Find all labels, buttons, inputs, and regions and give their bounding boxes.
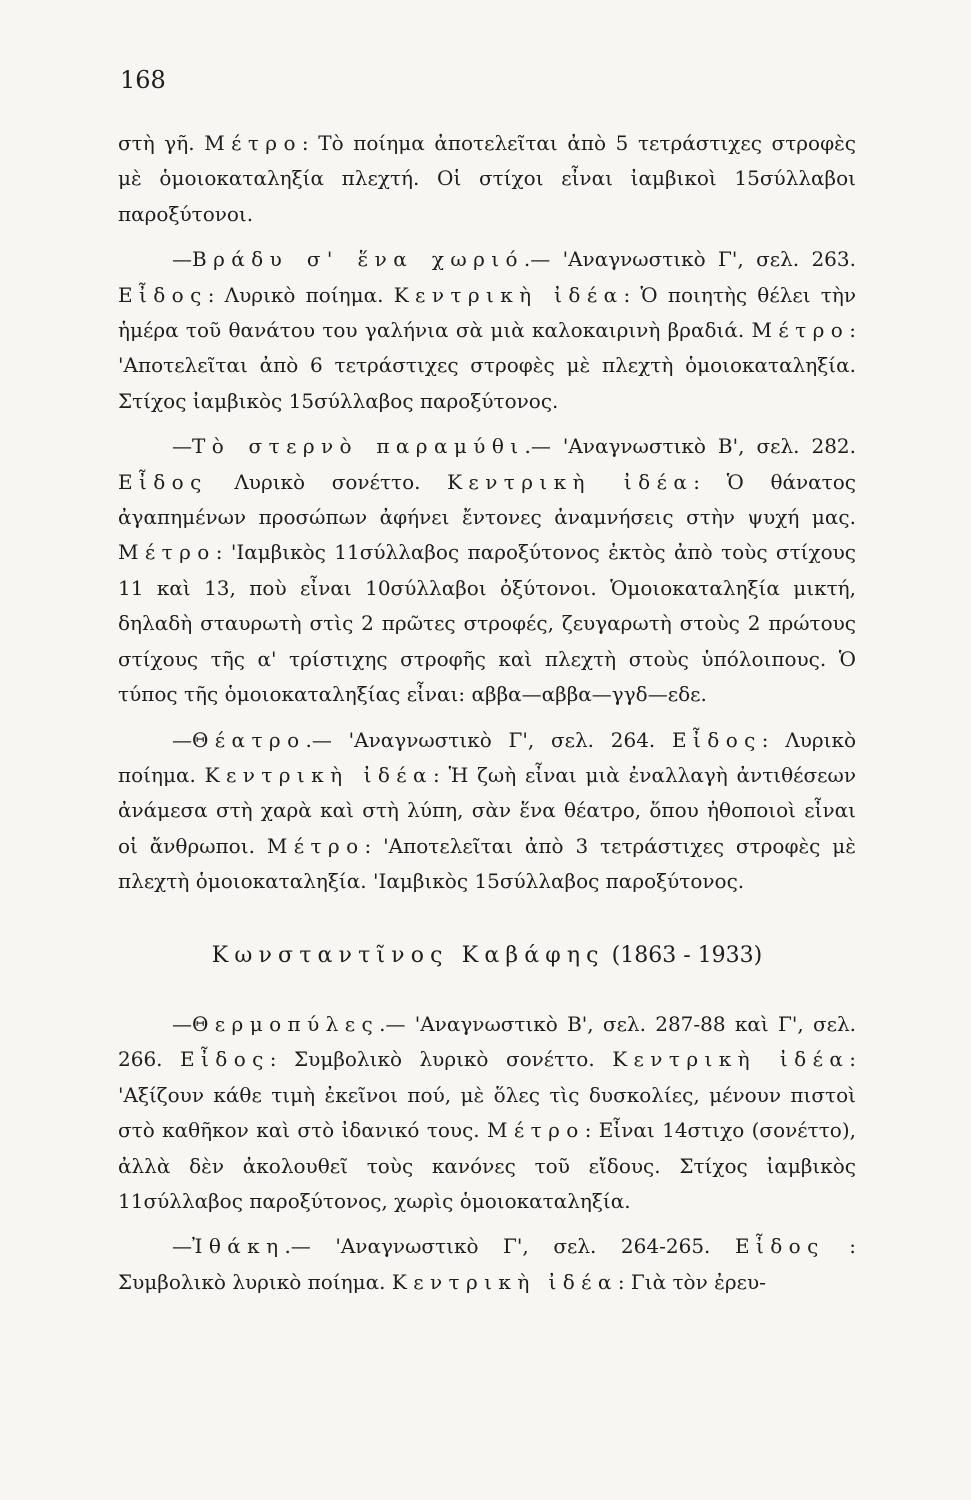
- poem-entry-theatro: —Θέατρο.— 'Αναγνωστικὸ Γ', σελ. 264. Εἶδος: Λυρικὸ ποίημα. Κεντρικὴ ἰδέα: Ἡ ζωὴ εἶναι μιὰ ἐναλλαγὴ ἀντιθέσεων ἀνάμεσα στὴ χαρὰ καὶ στὴ λύπη, σὰν ἕνα θέατρο, ὅπου ἠθοποιοὶ εἶναι οἱ ἄνθρωποι. Μέτρο: 'Αποτελεῖται ἀπὸ 3 τετράστιχες στροφὲς μὲ πλεχτὴ ὁμοιοκαταληξία. 'Ιαμβικὸς 15σύλλαβος παροξύτονος.: [118, 727, 856, 894]
- idea-text: : Ὁ θάνατος ἀγαπημένων προσώπων ἀφήνει ἔντονες ἀναμνήσεις στὴν ψυχή μας.: [118, 469, 856, 530]
- page-number: 168: [120, 66, 166, 94]
- entry-text: στὴ γῆ.: [118, 131, 205, 155]
- poem-source: .— 'Αναγνωστικὸ Β', σελ. 282.: [524, 434, 856, 459]
- poem-title: Θέατρο: [192, 727, 306, 752]
- poem-entry-stern-paramythi: —Τὸ στερνὸ παραμύθι.— 'Αναγνωστικὸ Β', σελ. 282. Εἶδος Λυρικὸ σονέττο. Κεντρικὴ ἰδέα: Ὁ θάνατος ἀγαπημένων προσώπων ἀφήνει ἔντονες ἀναμνήσεις στὴν ψυχή μας. Μέτρο: 'Ιαμβικὸς 11σύλλαβος παροξύτονος ἐκτὸς ἀπὸ τοὺς στίχους 11 καὶ 13, ποὺ εἶναι 10σύλλαβοι ὀξύτονοι. Ὁμοιοκαταληξία μικτή, δηλαδὴ σταυρωτὴ στὶς 2 πρῶτες στροφές, ζευγαρωτὴ στοὺς 2 πρώτους στίχους τῆς α' τρίστιχης στροφῆς καὶ πλεχτὴ στοὺς ὑπόλοιπους. Ὁ τύπος τῆς ὁμοιοκαταληξίας εἶναι: αββα—αββα—γγδ—εδε.: [118, 434, 856, 707]
- label-idea: Κεντρικὴ ἰδέα: [204, 762, 433, 787]
- poem-title: Τὸ στερνὸ παραμύθι: [192, 434, 525, 459]
- poem-title: Θερμοπύλες: [192, 1011, 380, 1036]
- label-metro: Μέτρο: [751, 318, 850, 343]
- idea-text: : 'Αξίζουν κάθε τιμὴ ἐκεῖνοι πού, μὲ ὅλες τὶς δυσκολίες, μένουν πιστοὶ στὸ καθῆκον καὶ στὸ ἰδανικό τους.: [118, 1047, 857, 1143]
- poem-entry-thermopyles: —Θερμοπύλες.— 'Αναγνωστικὸ Β', σελ. 287-88 καὶ Γ', σελ. 266. Εἶδος: Συμβολικὸ λυρικὸ σονέττο. Κεντρικὴ ἰδέα: 'Αξίζουν κάθε τιμὴ ἐκεῖνοι πού, μὲ ὅλες τὶς δυσκολίες, μένουν πιστοὶ στὸ καθῆκον καὶ στὸ ἰδανικό τους. Μέτρο: Εἶναι 14στιχο (σονέττο), ἀλλὰ δὲν ἀκολουθεῖ τοὺς κανόνες τοῦ εἴδους. Στίχος ἰαμβικὸς 11σύλλαβος παροξύτονος, χωρὶς ὁμοιοκαταληξία.: [118, 1011, 857, 1213]
- poem-title: Ἰθάκη: [192, 1234, 285, 1259]
- label-metro: Μέτρο: [266, 833, 365, 858]
- metro-text: : Εἶναι 14στιχο (σονέττο), ἀλλὰ δὲν ἀκολουθεῖ τοὺς κανόνες τοῦ εἴδους. Στίχος ἰαμβικὸς 11σύλλαβος παροξύτονος, χωρὶς ὁμοιοκαταληξία.: [118, 1118, 856, 1213]
- section-heading: [118, 938, 856, 973]
- idea-text: : Ἡ ζωὴ εἶναι μιὰ ἐναλλαγὴ ἀντιθέσεων ἀνάμεσα στὴ χαρὰ καὶ στὴ λύπη, σὰν ἕνα θέατρο, ὅπου ἠθοποιοὶ εἶναι οἱ ἄνθρωποι.: [118, 762, 856, 858]
- eidos-text: : Λυρικὸ ποίημα.: [207, 282, 394, 307]
- label-idea: Κεντρικὴ ἰδέα: [391, 1269, 618, 1294]
- label-metro: Μέτρο: [487, 1118, 585, 1143]
- poem-source: .— 'Αναγνωστικὸ Γ', σελ. 263.: [523, 247, 856, 272]
- eidos-text: : Συμβολικὸ λυρικὸ σονέττο.: [269, 1047, 613, 1072]
- entry-continuation: [118, 126, 856, 232]
- label-idea: Κεντρικὴ ἰδέα: [447, 469, 694, 494]
- eidos-text: : Συμβολικὸ λυρικὸ ποίημα.: [118, 1234, 856, 1294]
- metro-text: : 'Αποτελεῖται ἀπὸ 3 τετράστιχες στροφὲς μὲ πλεχτὴ ὁμοιοκαταληξία. 'Ιαμβικὸς 15σύλλαβος παροξύτονος.: [118, 833, 856, 894]
- entry-text: : Τὸ ποίημα ἀποτελεῖται ἀπὸ 5 τετράστιχες στροφὲς μὲ ὁμοιοκαταληξία πλεχτή. Οἱ στίχοι εἶναι ἰαμβικοὶ 15σύλλαβοι παροξύτονοι.: [118, 131, 857, 226]
- label-idea: Κεντρικὴ ἰδέα: [393, 282, 624, 307]
- label-eidos: Εἶδος: [672, 727, 762, 752]
- metro-text: : 'Ιαμβικὸς 11σύλλαβος παροξύτονος ἐκτὸς ἀπὸ τοὺς στίχους 11 καὶ 13, ποὺ εἶναι 10σύλλαβοι ὀξύτονοι. Ὁμοιοκαταληξία μικτή, δηλαδὴ σταυρωτὴ στὶς 2 πρῶτες στροφές, ζευγαρωτὴ στοὺς 2 πρώτους στίχους τῆς α' τρίστιχης στροφῆς καὶ πλεχτὴ στοὺς ὑπόλοιπους. Ὁ τύπος τῆς ὁμοιοκαταληξίας εἶναι: αββα—αββα—γγδ—εδε.: [118, 540, 856, 707]
- poem-source: .— 'Αναγνωστικὸ Β', σελ. 287-88 καὶ Γ', σελ. 266.: [118, 1011, 856, 1072]
- label-idea: Κεντρικὴ ἰδέα: [612, 1047, 850, 1072]
- label-eidos: Εἶδος: [180, 1047, 270, 1072]
- label-metro: Μέτρο: [118, 540, 216, 565]
- metro-text: : 'Αποτελεῖται ἀπὸ 6 τετράστιχες στροφὲς μὲ πλεχτὴ ὁμοιοκαταληξία. Στίχος ἰαμβικὸς 15σύλλαβος παροξύτονος.: [118, 318, 856, 413]
- poem-title: Βράδυ σ' ἕνα χωριό: [192, 247, 524, 272]
- label-eidos: Εἶδος: [118, 469, 208, 494]
- poem-entry-ithaki: —Ἰθάκη.— 'Αναγνωστικὸ Γ', σελ. 264-265. Εἶδος : Συμβολικὸ λυρικὸ ποίημα. Κεντρικὴ ἰδέα: Γιὰ τὸν ἐρευ-: [118, 1234, 856, 1294]
- label-metro: Μέτρο: [204, 131, 302, 155]
- poem-entry-vradi: —Βράδυ σ' ἕνα χωριό.— 'Αναγνωστικὸ Γ', σελ. 263. Εἶδος: Λυρικὸ ποίημα. Κεντρικὴ ἰδέα: Ὁ ποιητὴς θέλει τὴν ἡμέρα τοῦ θανάτου του γαλήνια σὰ μιὰ καλοκαιρινὴ βραδιά. Μέτρο: 'Αποτελεῖται ἀπὸ 6 τετράστιχες στροφὲς μὲ πλεχτὴ ὁμοιοκαταληξία. Στίχος ἰαμβικὸς 15σύλλαβος παροξύτονος.: [118, 247, 856, 413]
- eidos-text: : Λυρικὸ ποίημα.: [118, 727, 856, 787]
- label-eidos: Εἶδος: [118, 282, 208, 307]
- poet-name: Κωνσταντῖνος Καβάφης: [211, 942, 605, 968]
- eidos-text: Λυρικὸ σονέττο.: [207, 469, 448, 494]
- idea-text: : Ὁ ποιητὴς θέλει τὴν ἡμέρα τοῦ θανάτου του γαλήνια σὰ μιὰ καλοκαιρινὴ βραδιά.: [118, 282, 856, 343]
- poem-source: .— 'Αναγνωστικὸ Γ', σελ. 264-265.: [284, 1234, 735, 1259]
- label-eidos: Εἶδος: [734, 1234, 825, 1259]
- poem-source: .— 'Αναγνωστικὸ Γ', σελ. 264.: [305, 727, 673, 752]
- idea-text: : Γιὰ τὸν ἐρευ-: [617, 1269, 766, 1294]
- poet-years: (1863 - 1933): [604, 942, 763, 968]
- page-body: [118, 126, 856, 1300]
